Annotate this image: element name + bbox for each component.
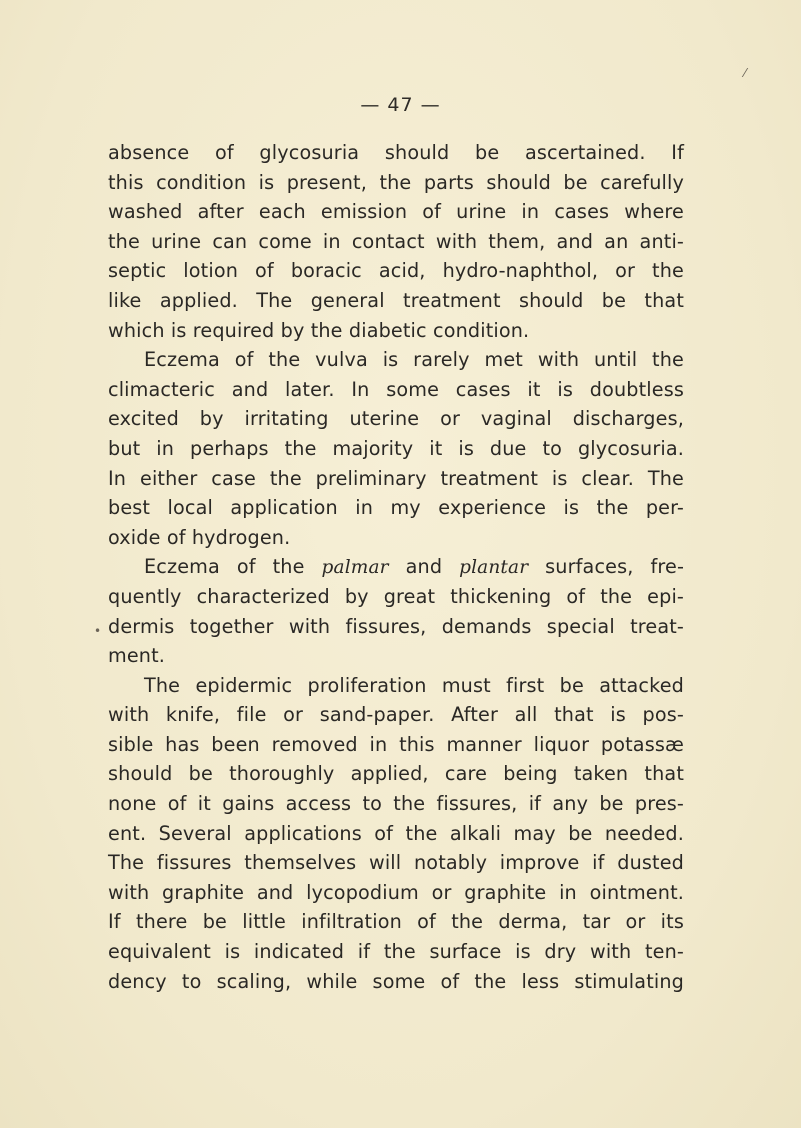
text-line: with graphite and lycopodium or graphite in ointment. [108, 880, 684, 904]
text-line: the urine can come in contact with them, and an anti- [108, 229, 684, 253]
text-line: The epidermic proliferation must first be attacked [144, 673, 684, 697]
text-line: The fissures themselves will notably improve if dusted [108, 851, 684, 875]
text-line: none of it gains access to the fissures, if any be pres- [108, 792, 684, 816]
text-line: this condition is present, the parts should be carefully [108, 170, 684, 194]
text-line: washed after each emission of urine in cases where [108, 200, 684, 224]
text-line: with knife, file or sand-paper. After all that is pos- [108, 703, 684, 727]
text-line: climacteric and later. In some cases it is doubtless [108, 377, 684, 401]
text-line: oxide of hydrogen. [108, 525, 291, 549]
text-line: should be thoroughly applied, care being taken that [108, 762, 684, 786]
text-line: dency to scaling, while some of the less stimulating [108, 969, 684, 993]
line-segment: surfaces, fre- [545, 555, 685, 579]
text-line: dermis together with fissures, demands special treat- [108, 614, 684, 638]
text-line: ent. Several applications of the alkali may be needed. [108, 821, 684, 845]
text-line: Eczema of the vulva is rarely met with until the [144, 348, 684, 372]
text-line: sible has been removed in this manner liquor potassæ [108, 732, 684, 756]
text-line: In either case the preliminary treatment is clear. The [108, 466, 684, 490]
page-number: — 47 — [360, 94, 441, 116]
body-text [108, 138, 684, 996]
line-segment: and [405, 555, 443, 579]
text-line: absence of glycosuria should be ascertained. If [108, 141, 684, 164]
text-line: ment. [108, 644, 166, 668]
text-line-with-italics [108, 552, 684, 582]
margin-dot: • [94, 624, 102, 638]
text-line: but in perhaps the majority it is due to glycosuria. [108, 436, 684, 460]
text-line: quently characterized by great thickening of the epi- [108, 584, 684, 608]
text-line: If there be little infiltration of the derma, tar or its [108, 910, 684, 934]
text-line: septic lotion of boracic acid, hydro-naphthol, or the [108, 259, 684, 283]
line-segment: Eczema of the [144, 555, 305, 579]
text-line: equivalent is indicated if the surface is dry with ten- [108, 940, 684, 964]
text-line: like applied. The general treatment should be that [108, 288, 684, 312]
text-line: best local application in my experience is the per- [108, 496, 684, 520]
text-line: excited by irritating uterine or vaginal discharges, [108, 407, 684, 431]
italic-term-plantar: plantar [459, 557, 529, 579]
text-line: which is required by the diabetic condition. [108, 318, 530, 342]
margin-mark: ⁄ [744, 66, 747, 80]
italic-term-palmar: palmar [321, 557, 389, 579]
